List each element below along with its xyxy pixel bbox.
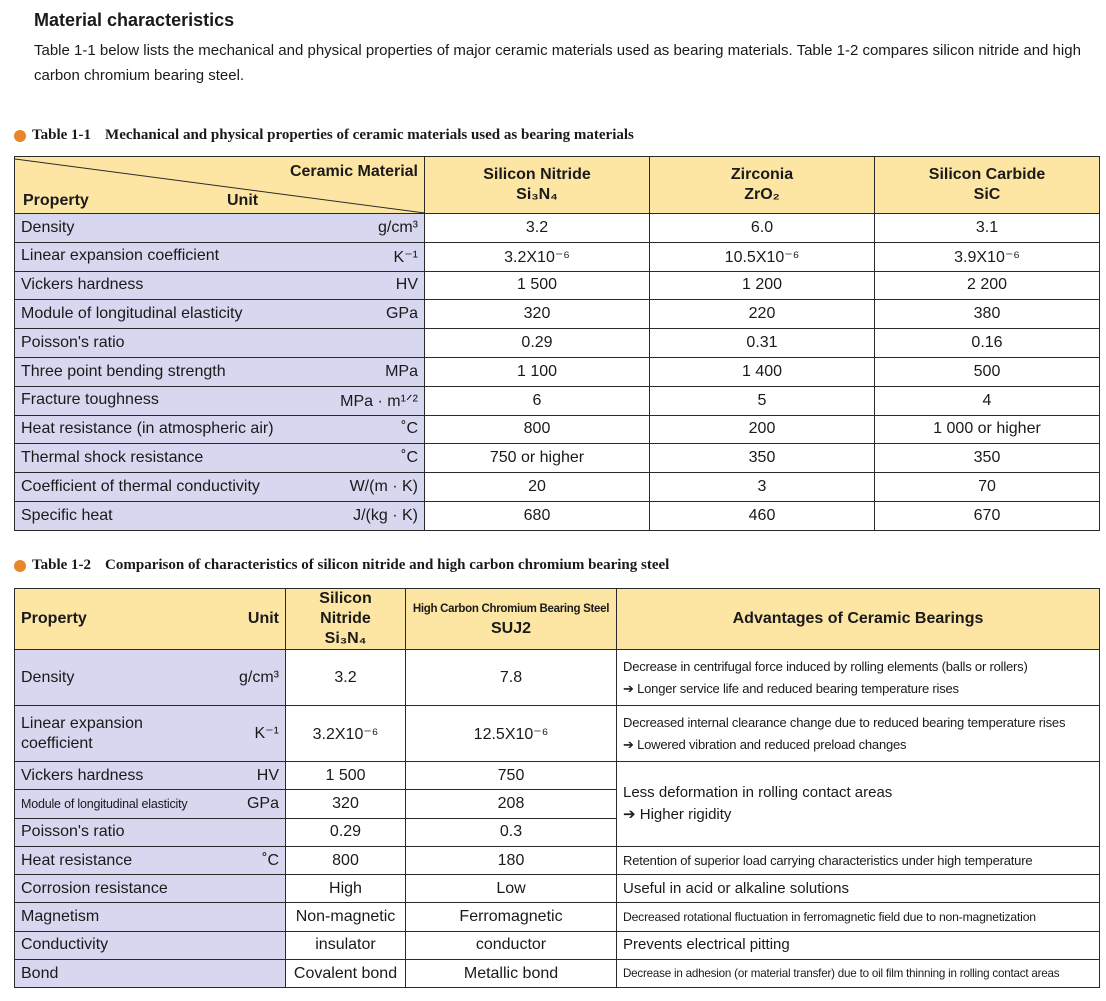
steel-value: 750 bbox=[406, 762, 617, 790]
property-cell bbox=[15, 329, 425, 358]
value-cell: 460 bbox=[650, 501, 875, 530]
table-row bbox=[15, 903, 1100, 931]
table2 bbox=[14, 588, 1100, 988]
table2-caption bbox=[14, 557, 669, 574]
property-label: Heat resistance (in atmospheric air) bbox=[21, 420, 274, 438]
property-label: Vickers hardness bbox=[21, 276, 144, 294]
sn-value: insulator bbox=[286, 931, 406, 959]
property-label: Three point bending strength bbox=[21, 362, 226, 380]
steel-value: 7.8 bbox=[406, 650, 617, 706]
advantage-cell: Prevents electrical pitting bbox=[617, 931, 1100, 959]
table-row bbox=[15, 214, 1100, 243]
property-label: Specific heat bbox=[21, 506, 113, 524]
col-formula: SiC bbox=[973, 186, 1001, 203]
col-header-silicon-nitride bbox=[425, 157, 650, 214]
advantage-cell bbox=[617, 650, 1100, 706]
advantage-cell: Retention of superior load carrying characteristics under high temperature bbox=[617, 846, 1100, 874]
orange-bullet-icon bbox=[14, 130, 26, 142]
value-cell: 3.9X10⁻⁶ bbox=[875, 242, 1100, 271]
value-cell: 0.31 bbox=[650, 329, 875, 358]
property-label: Vickers hardness bbox=[21, 766, 144, 784]
property-cell bbox=[15, 706, 286, 762]
advantage-line: ➔ Lowered vibration and reduced preload changes bbox=[623, 736, 907, 752]
advantage-cell bbox=[617, 706, 1100, 762]
value-cell: 350 bbox=[650, 444, 875, 473]
table-row bbox=[15, 762, 1100, 790]
table-row bbox=[15, 386, 1100, 415]
property-cell bbox=[15, 473, 425, 502]
steel-value: Ferromagnetic bbox=[406, 903, 617, 931]
table-row bbox=[15, 846, 1100, 874]
property-label: Heat resistance bbox=[21, 851, 133, 869]
table-row bbox=[15, 242, 1100, 271]
table-row bbox=[15, 300, 1100, 329]
value-cell: 70 bbox=[875, 473, 1100, 502]
value-cell: 1 200 bbox=[650, 271, 875, 300]
property-label: Module of longitudinal elasticity bbox=[21, 796, 188, 811]
property-label: Module of longitudinal elasticity bbox=[21, 305, 243, 323]
property-cell bbox=[15, 875, 286, 903]
t2-header-property bbox=[15, 589, 286, 650]
section-title: Material characteristics bbox=[34, 10, 235, 30]
value-cell: 4 bbox=[875, 386, 1100, 415]
property-label: Coefficient of thermal conductivity bbox=[21, 478, 260, 496]
property-cell bbox=[15, 960, 286, 988]
table1-corner-header bbox=[15, 157, 425, 214]
property-cell bbox=[15, 846, 286, 874]
table1-caption-text: Mechanical and physical properties of ceramic materials used as bearing materials bbox=[105, 127, 634, 143]
value-cell: 1 000 or higher bbox=[875, 415, 1100, 444]
property-cell bbox=[15, 931, 286, 959]
sn-value: 800 bbox=[286, 846, 406, 874]
value-cell: 1 100 bbox=[425, 357, 650, 386]
unit-label: g/cm³ bbox=[378, 218, 418, 236]
property-cell bbox=[15, 818, 286, 846]
property-label: Linear expansion coefficient bbox=[21, 246, 220, 264]
value-cell: 680 bbox=[425, 501, 650, 530]
t2-header-silicon-nitride bbox=[286, 589, 406, 650]
table-row bbox=[15, 931, 1100, 959]
unit-label: MPa · m¹ᐟ² bbox=[340, 392, 418, 410]
unit-label: K⁻¹ bbox=[393, 248, 418, 266]
property-cell bbox=[15, 903, 286, 931]
property-cell bbox=[15, 214, 425, 243]
property-label: Density bbox=[21, 668, 75, 686]
col-name: Silicon Nitride bbox=[319, 590, 372, 627]
table1-caption bbox=[14, 127, 634, 144]
advantage-cell: Useful in acid or alkaline solutions bbox=[617, 875, 1100, 903]
table-row bbox=[15, 329, 1100, 358]
advantage-line: Decreased internal clearance change due to reduced bearing temperature rises bbox=[623, 714, 1066, 730]
property-cell bbox=[15, 300, 425, 329]
property-cell bbox=[15, 357, 425, 386]
steel-value: 208 bbox=[406, 790, 617, 818]
corner-property: Property bbox=[23, 192, 89, 209]
value-cell: 0.16 bbox=[875, 329, 1100, 358]
advantage-cell: Decrease in adhesion (or material transfer) due to oil film thinning in rolling contact areas bbox=[617, 960, 1100, 988]
unit-label: g/cm³ bbox=[239, 668, 279, 686]
value-cell: 5 bbox=[650, 386, 875, 415]
value-cell: 3.1 bbox=[875, 214, 1100, 243]
sn-value: 3.2X10⁻⁶ bbox=[286, 706, 406, 762]
property-cell bbox=[15, 386, 425, 415]
sn-value: Non-magnetic bbox=[286, 903, 406, 931]
value-cell: 380 bbox=[875, 300, 1100, 329]
orange-bullet-icon bbox=[14, 560, 26, 572]
table-row bbox=[15, 501, 1100, 530]
property-label: Poisson's ratio bbox=[21, 823, 125, 841]
col-name: Zirconia bbox=[730, 166, 794, 183]
col-name: High Carbon Chromium Bearing Steel bbox=[412, 603, 610, 615]
property-label: Linear expansion coefficient bbox=[21, 714, 143, 752]
value-cell: 2 200 bbox=[875, 271, 1100, 300]
value-cell: 0.29 bbox=[425, 329, 650, 358]
steel-value: 0.3 bbox=[406, 818, 617, 846]
steel-value: 180 bbox=[406, 846, 617, 874]
property-label: Bond bbox=[21, 964, 59, 982]
value-cell: 200 bbox=[650, 415, 875, 444]
advantage-cell: Decreased rotational fluctuation in ferromagnetic field due to non-magnetization bbox=[617, 903, 1100, 931]
value-cell: 6 bbox=[425, 386, 650, 415]
sn-value: High bbox=[286, 875, 406, 903]
property-cell bbox=[15, 790, 286, 818]
sn-value: 1 500 bbox=[286, 762, 406, 790]
col-name: Silicon Nitride bbox=[483, 166, 591, 183]
property-label: Fracture toughness bbox=[21, 390, 159, 408]
property-cell bbox=[15, 762, 286, 790]
value-cell: 6.0 bbox=[650, 214, 875, 243]
table-row bbox=[15, 357, 1100, 386]
steel-value: conductor bbox=[406, 931, 617, 959]
value-cell: 320 bbox=[425, 300, 650, 329]
advantage-cell bbox=[617, 762, 1100, 847]
value-cell: 750 or higher bbox=[425, 444, 650, 473]
unit-label: GPa bbox=[246, 794, 279, 812]
property-label: Density bbox=[21, 218, 75, 236]
property-cell bbox=[15, 650, 286, 706]
advantage-line: ➔ Longer service life and reduced bearing temperature rises bbox=[623, 680, 959, 696]
col-formula: ZrO₂ bbox=[744, 186, 780, 203]
table-row bbox=[15, 650, 1100, 706]
col-header-zirconia bbox=[650, 157, 875, 214]
property-label: Thermal shock resistance bbox=[21, 449, 204, 467]
unit-label: ˚C bbox=[262, 851, 279, 869]
unit-label: GPa bbox=[385, 305, 418, 323]
value-cell: 3.2X10⁻⁶ bbox=[425, 242, 650, 271]
property-label: Conductivity bbox=[21, 936, 109, 954]
value-cell: 3.2 bbox=[425, 214, 650, 243]
intro-paragraph: Table 1-1 below lists the mechanical and physical properties of major ceramic materials used as bearing materials. Table 1-2 compares silicon nitride and high carbon chromium bearing steel. bbox=[34, 42, 1081, 84]
advantage-line: Decrease in centrifugal force induced by rolling elements (balls or rollers) bbox=[623, 658, 1028, 674]
sn-value: 3.2 bbox=[286, 650, 406, 706]
property-cell bbox=[15, 501, 425, 530]
value-cell: 10.5X10⁻⁶ bbox=[650, 242, 875, 271]
value-cell: 20 bbox=[425, 473, 650, 502]
header-unit: Unit bbox=[247, 610, 279, 627]
table-row bbox=[15, 706, 1100, 762]
property-cell bbox=[15, 242, 425, 271]
col-formula: Si₃N₄ bbox=[516, 186, 558, 203]
unit-label: HV bbox=[256, 766, 279, 784]
steel-value: 12.5X10⁻⁶ bbox=[406, 706, 617, 762]
unit-label: K⁻¹ bbox=[254, 724, 279, 742]
table-row bbox=[15, 473, 1100, 502]
property-label: Corrosion resistance bbox=[21, 879, 168, 897]
advantage-line: Less deformation in rolling contact areas bbox=[623, 783, 893, 801]
table-row bbox=[15, 875, 1100, 903]
property-cell bbox=[15, 415, 425, 444]
value-cell: 1 500 bbox=[425, 271, 650, 300]
value-cell: 3 bbox=[650, 473, 875, 502]
header-property: Property bbox=[21, 610, 87, 627]
value-cell: 220 bbox=[650, 300, 875, 329]
col-header-silicon-carbide bbox=[875, 157, 1100, 214]
value-cell: 800 bbox=[425, 415, 650, 444]
value-cell: 1 400 bbox=[650, 357, 875, 386]
unit-label: W/(m · K) bbox=[349, 478, 418, 496]
table-row bbox=[15, 444, 1100, 473]
col-code: SUJ2 bbox=[490, 620, 532, 637]
table1-number: Table 1-1 bbox=[32, 127, 92, 143]
t2-header-steel bbox=[406, 589, 617, 650]
value-cell: 670 bbox=[875, 501, 1100, 530]
unit-label: ˚C bbox=[401, 449, 418, 467]
corner-ceramic-material: Ceramic Material bbox=[289, 163, 418, 180]
t2-header-advantages: Advantages of Ceramic Bearings bbox=[617, 589, 1100, 650]
unit-label: J/(kg · K) bbox=[353, 506, 418, 524]
col-formula: Si₃N₄ bbox=[324, 630, 367, 647]
property-label: Magnetism bbox=[21, 908, 100, 926]
sn-value: 320 bbox=[286, 790, 406, 818]
property-cell bbox=[15, 271, 425, 300]
steel-value: Metallic bond bbox=[406, 960, 617, 988]
property-label: Poisson's ratio bbox=[21, 334, 125, 352]
table2-number: Table 1-2 bbox=[32, 557, 92, 573]
table2-caption-text: Comparison of characteristics of silicon nitride and high carbon chromium bearing steel bbox=[105, 557, 670, 573]
corner-unit: Unit bbox=[227, 192, 259, 209]
table-row bbox=[15, 415, 1100, 444]
advantage-line: ➔ Higher rigidity bbox=[623, 805, 732, 823]
col-name: Silicon Carbide bbox=[928, 166, 1046, 183]
unit-label: MPa bbox=[385, 362, 418, 380]
unit-label: ˚C bbox=[401, 420, 418, 438]
table1 bbox=[14, 156, 1100, 531]
property-cell bbox=[15, 444, 425, 473]
value-cell: 350 bbox=[875, 444, 1100, 473]
value-cell: 500 bbox=[875, 357, 1100, 386]
sn-value: 0.29 bbox=[286, 818, 406, 846]
table-row bbox=[15, 271, 1100, 300]
table-row bbox=[15, 960, 1100, 988]
sn-value: Covalent bond bbox=[286, 960, 406, 988]
unit-label: HV bbox=[395, 276, 418, 294]
steel-value: Low bbox=[406, 875, 617, 903]
